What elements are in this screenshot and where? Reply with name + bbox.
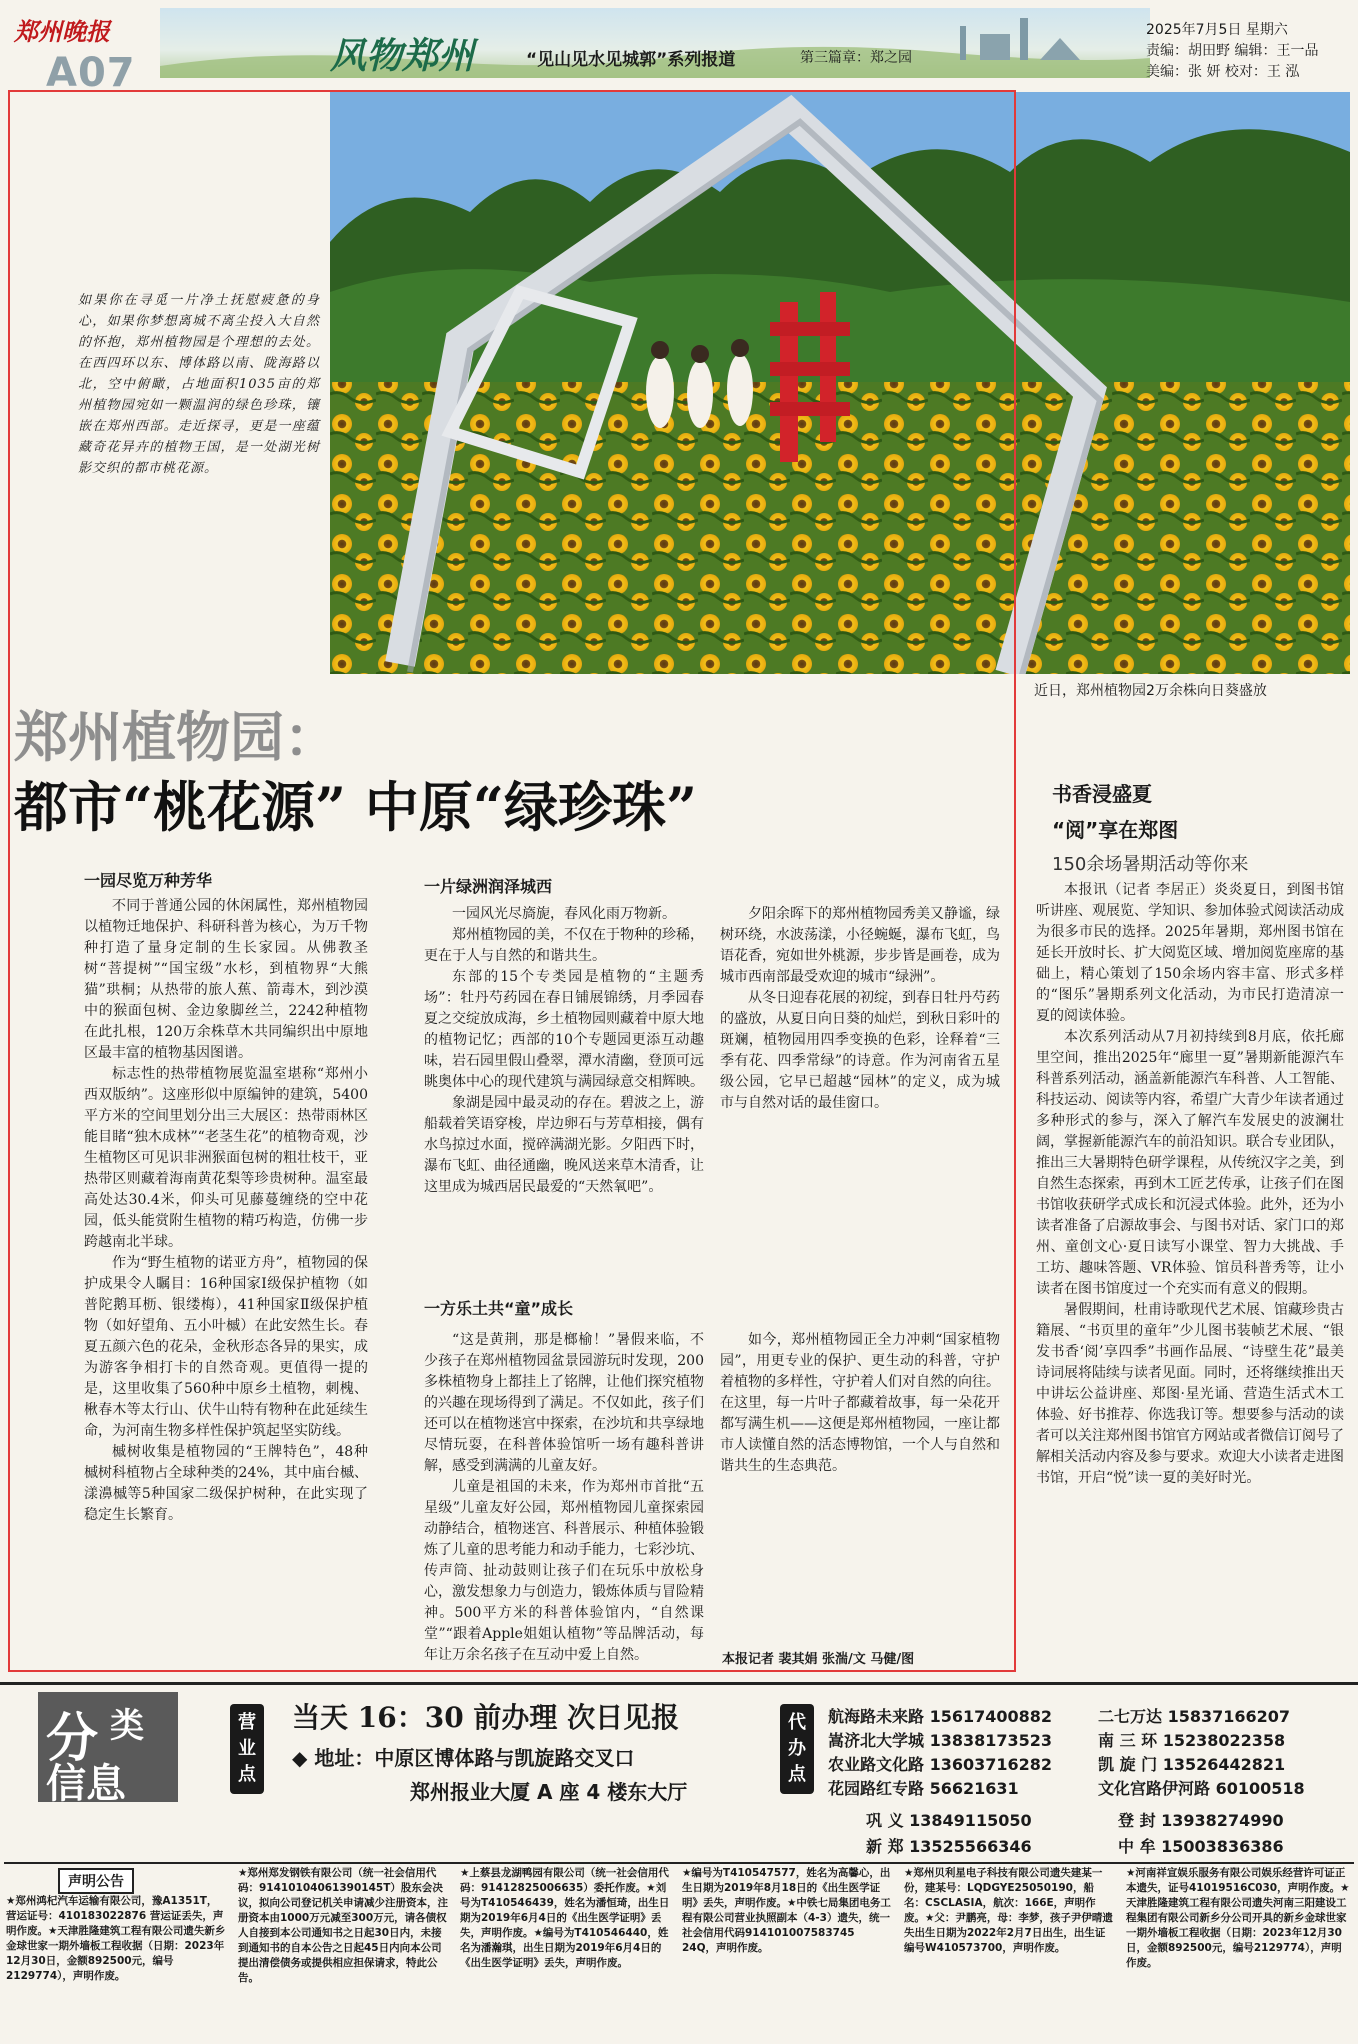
page-header <box>0 0 1358 96</box>
notice-column: ★上蔡县龙湖鸭园有限公司（统一社会信用代码：91412825006635）委托作废。★刘号为T410546439，姓名为潘恒琦，出生日期为2019年6月4日的《出生医学证明》丢失，声明作废。★编号为T410546440，姓名为潘瀚琪，出生日期为2019年6月4日的《出生医学证明》丢失，声明作废。 <box>460 1867 670 1969</box>
paragraph: “这是黄荆，那是榔榆！”暑假来临，不少孩子在郑州植物园盆景园游玩时发现，200多株植物身上都挂上了铭牌，让他们探究植物的兴趣在现场得到了满足。不仅如此，孩子们还可以在植物迷宫中探索，在沙坑和共享绿地尽情玩耍，在科普体验馆听一场有趣科普讲解，感受到满满的儿童友好。 <box>424 1332 704 1474</box>
classifieds-address-1: ◆ 地址：中原区博体路与凯旋路交叉口 <box>292 1746 635 1770</box>
sidebar-body <box>1036 880 1344 1670</box>
paragraph: 儿童是祖国的未来，作为郑州市首批“五星级”儿童友好公园，郑州植物园儿童探索园动静结合，植物迷宫、科普展示、种植体验锻炼了儿童的思考能力和动手能力，七彩沙坑、传声筒、扯动鼓则让孩子们在玩乐中放松身心，激发想象力与创造力，锻炼体质与冒险精神。500平方米的科普体验馆内，“自然课堂”“跟着Apple姐姐认植物”等品牌活动，每年让万余名孩子在互动中爱上自然。 <box>424 1479 704 1663</box>
notice-tag: 声明公告 <box>58 1868 134 1894</box>
agent-entry: 嵩济北大学城 13838173523 <box>828 1731 1053 1750</box>
sidebar-kicker: 书香浸盛夏 <box>1052 782 1152 806</box>
classifieds-logo <box>38 1692 178 1807</box>
page-number: A07 <box>46 50 136 96</box>
agent-entry: 航海路未来路 15617400882 <box>828 1707 1053 1726</box>
masthead-logo: 郑州晚报 <box>14 17 110 46</box>
sidebar-title: “阅”享在郑图 <box>1052 818 1179 842</box>
paragraph: 如今，郑州植物园正全力冲刺“国家植物园”，用更专业的保护、更生动的科普，守护着植物的多样性，守护着人们对自然的向往。在这里，每一片叶子都藏着故事，每一朵花开都写满生机——这便是郑州植物园，一座让都市人读懂自然的活态博物馆，一个人与自然和谐共生的生态典范。 <box>720 1332 1000 1474</box>
paragraph: 东部的15个专类园是植物的“主题秀场”：牡丹芍药园在春日铺展锦绣，月季园春夏之交绽放成海，乡土植物园则藏着中原大地的植物记忆；西部的10个专题园更添互动趣味，岩石园里假山叠翠，潭水清幽，登顶可远眺奥体中心的现代建筑与满园绿意交相辉映。 <box>424 969 704 1090</box>
paragraph: 本次系列活动从7月初持续到8月底，依托廊里空间，推出2025年“廊里一夏”暑期新能源汽车科普系列活动，涵盖新能源汽车科普、人工智能、科技运动、阅读等内容，希望广大青少年读者通过多种形式的参与，深入了解汽车发展史的波澜壮阔，掌握新能源汽车的前沿知识。联合专业团队，推出三大暑期特色研学课程，从传统汉字之美，到自然生态探索，再到木工匠艺传承，让孩子们在图书馆收获研学式成长和沉浸式体验。此外，还为小读者准备了启源故事会、与图书对话、家门口的郑州、童创文心·夏日读写小课堂、智力大挑战、手工坊、趣味答题、VR体验、馆员科普秀等，让小读者在图书馆度过一个充实而有意义的假期。 <box>1036 1029 1344 1297</box>
article-column-5 <box>720 1330 1000 1630</box>
paragraph: 夕阳余晖下的郑州植物园秀美又静谧，绿树环绕，水波荡漾，小径蜿蜒，瀑布飞虹，鸟语花香，宛如世外桃源，步步皆是画卷，成为城市西南部最受欢迎的城市“绿洲”。 <box>720 906 1000 985</box>
notice-column: ★郑州贝利星电子科技有限公司遗失建某一份，建某号：LQDGYE25050190，船名：CSCLASIA，航次：166E，声明作废。★父：尹鹏亮，母：李梦，孩子尹伊晴遗失出生日期为2022年2月7日出生，出生证编号W410573700，声明作废。 <box>904 1867 1113 1954</box>
classifieds-headline: 当天 16：30 前办理 次日见报 <box>292 1701 680 1734</box>
photo-caption: 近日，郑州植物园2万余株向日葵盛放 <box>1034 683 1267 699</box>
paragraph: 本报讯（记者 李居正）炎炎夏日，到图书馆听讲座、观展览、学知识、参加体验式阅读活动成为很多市民的选择。2025年暑期，郑州图书馆在延长开放时长、扩大阅览区域、增加阅览座席的基础上，精心策划了150余场内容丰富、形式多样的“图乐”暑期系列文化活动，为市民打造清凉一夏的阅读体验。 <box>1036 882 1344 1024</box>
design-credits: 美编：张 妍 校对：王 泓 <box>1146 64 1300 80</box>
agent-entry: 花园路红专路 56621631 <box>828 1779 1019 1798</box>
paragraph: 象湖是园中最灵动的存在。碧波之上，游船载着笑语穿梭，岸边卵石与芳草相接，偶有水鸟掠过水面，搅碎满湖光影。夕阳西下时，瀑布飞虹、曲径通幽，晚风送来草木清香，让这里成为城西居民最爱的“天然氧吧”。 <box>424 1095 704 1195</box>
article-column-3 <box>720 904 1000 1276</box>
logo-char: 类 <box>110 1706 144 1746</box>
classifieds-address-2: 郑州报业大厦 A 座 4 楼东大厅 <box>410 1780 688 1804</box>
editor-credits: 责编：胡田野 编辑：王一品 <box>1146 43 1319 59</box>
logo-char: 分 <box>46 1709 99 1769</box>
article-column-1 <box>84 896 368 1672</box>
notice-column: ★河南祥宣娱乐服务有限公司娱乐经营许可证正本遗失，证号41019516C030，声明作废。★天津胜隆建筑工程有限公司遗失河南三阳建设工程集团有限公司新乡分公司开具的新乡金球世家一期外墙板工程收据（日期：2023年12月30日，金额892500元，编号2129774），声明作废。 <box>1126 1867 1350 1969</box>
page-meta <box>1146 20 1351 83</box>
series-title: “见山见水见城郭”系列报道 <box>526 50 736 70</box>
section-heading-3: 一方乐土共“童”成长 <box>424 1299 574 1318</box>
agent-entry: 巩 义 13849115050 <box>866 1811 1032 1830</box>
agent-entry: 南 三 环 15238022358 <box>1098 1731 1286 1750</box>
article-headline: 都市“桃花源” 中原“绿珍珠” <box>14 775 698 839</box>
issue-date: 2025年7月5日 星期六 <box>1146 22 1288 38</box>
agent-entry: 二七万达 15837166207 <box>1098 1707 1291 1726</box>
paragraph: 槭树收集是植物园的“王牌特色”，48种槭树科植物占全球种类的24%，其中庙台槭、漾濞槭等5种国家二级保护树种，在此实现了稳定生长繁育。 <box>84 1444 368 1523</box>
paragraph: 标志性的热带植物展览温室堪称“郑州小西双版纳”。这座形似中原编钟的建筑，5400平方米的空间里划分出三大展区：热带雨林区能目睹“独木成林”“老茎生花”的植物奇观，沙生植物区可见识非洲猴面包树的粗壮枝干，亚热带区则藏着海南黄花梨等珍贵树种。温室最高处达30.4米，仰头可见藤蔓缠绕的空中花园，低头能赏附生植物的精巧构造，仿佛一步跨越南北半球。 <box>84 1066 368 1250</box>
sidebar-subtitle: 150余场暑期活动等你来 <box>1052 854 1249 875</box>
section-heading-2: 一片绿洲润泽城西 <box>424 877 553 896</box>
agent-entry: 凯 旋 门 13526442821 <box>1098 1755 1286 1774</box>
paragraph: 郑州植物园的美，不仅在于物种的珍稀，更在于人与自然的和谐共生。 <box>424 927 704 964</box>
article-column-4 <box>424 1330 704 1666</box>
paragraph: 不同于普通公园的休闲属性，郑州植物园以植物迁地保护、科研科普为核心，为万千物种打造了量身定制的生长家园。从佛教圣树“菩提树”“国宝级”水杉，到植物界“大熊猫”珙桐；从热带的旅人蕉、箭毒木，到沙漠中的猴面包树、金边象脚丝兰，2242种植物在此扎根，120万余株草木共同编织出中原地区最丰富的植物基因图谱。 <box>84 898 368 1061</box>
notice-column: ★郑州郑发钢铁有限公司（统一社会信用代码：91410104061390145T）股东会决议，拟向公司登记机关申请减少注册资本，注册资本由1000万元减至300万元，请各债权人自接到本公司通知书之日起30日内，未接到通知书的自本公告之日起45日内向本公司提出清偿债务或提供相应担保请求，特此公告。 <box>238 1867 448 1984</box>
logo-char: 信息 <box>46 1761 126 1807</box>
notice-column: ★编号为T410547577，姓名为高馨心，出生日期为2019年8月18日的《出生医学证明》丢失，声明作废。★中铁七局集团电务工程有限公司营业执照副本（4-3）遗失，统一社会信用代码914101007583745 24Q，声明作废。 <box>682 1867 891 1954</box>
article-byline: 本报记者 裴其娟 张湍/文 马健/图 <box>722 1652 915 1667</box>
article-column-2 <box>424 904 704 1276</box>
section-heading-1: 一园尽览万种芳华 <box>84 871 213 890</box>
paragraph: 作为“野生植物的诺亚方舟”，植物园的保护成果令人瞩目：16种国家Ⅰ级保护植物（如普陀鹅耳枥、银缕梅），41种国家Ⅱ级保护植物（如好望角、五小叶槭）在此安然生长。春夏五颜六色的花朵，金秋形态各异的果实，成为游客争相打卡的自然奇观。更值得一提的是，这里收集了560种中原乡土植物，刺槐、楸春木等太行山、伏牛山特有物种在此延续生命，为河南生物多样性保护筑起坚实防线。 <box>84 1255 368 1439</box>
paragraph: 从冬日迎春花展的初绽，到春日牡丹芍药的盛放，从夏日向日葵的灿烂，到秋日彩叶的斑斓，植物园用四季变换的色彩，诠释着“三季有花、四季常绿”的诗意。作为河南省五星级公园，它早已超越“园林”的定义，成为城市与自然对话的最佳窗口。 <box>720 990 1000 1111</box>
chapter-label: 第三篇章：郑之园 <box>800 50 912 66</box>
article-intro: 如果你在寻觅一片净土抚慰疲惫的身心，如果你梦想离城不离尘投入大自然的怀抱，郑州植物园是个理想的去处。在西四环以东、博体路以南、陇海路以北，空中俯瞰，占地面积1035亩的郑州植物园宛如一颗温润的绿色珍珠，镶嵌在郑州西部。走近探寻，更是一座蕴藏奇花异卉的植物王国，是一处湖光树影交织的都市桃花源。 <box>78 293 320 476</box>
business-badge: 营业点 <box>230 1704 264 1794</box>
agent-entry: 文化宫路伊河路 60100518 <box>1098 1779 1305 1798</box>
agents-badge: 代办点 <box>780 1704 814 1794</box>
agent-entry: 中 牟 15003836386 <box>1118 1837 1284 1856</box>
agent-entry: 登 封 13938274990 <box>1118 1811 1284 1830</box>
agent-entry: 新 郑 13525566346 <box>866 1837 1032 1856</box>
paragraph: 一园风光尽旖旎，春风化雨万物新。 <box>452 906 676 922</box>
agent-entry: 农业路文化路 13603716282 <box>828 1755 1053 1774</box>
paragraph: 暑假期间，杜甫诗歌现代艺术展、馆藏珍贵古籍展、“书页里的童年”少儿图书装帧艺术展、“银发书香‘阅’享四季”书画作品展、“诗壁生花”最美诗词展将陆续与读者见面。同时，还将继续推出天中讲坛公益讲座、郑图·星光诵、营造生活式木工体验、好书推荐、你选我订等。想要参与活动的读者可以关注郑州图书馆官方网站或者微信订阅号了解相关活动内容及参与要求。欢迎大小读者走进图书馆，开启“悦”读一夏的美好时光。 <box>1036 1302 1344 1486</box>
article-kicker: 郑州植物园： <box>14 705 338 769</box>
column-title: 风物郑州 <box>330 35 475 77</box>
notice-column: ★郑州鸿杞汽车运输有限公司，豫A1351T，营运证号：410183022876 营运证丢失，声明作废。★天津胜隆建筑工程有限公司遗失新乡金球世家一期外墙板工程收据（日期：2023年12月30日，金额892500元，编号2129774），声明作废。 <box>6 1895 226 1982</box>
